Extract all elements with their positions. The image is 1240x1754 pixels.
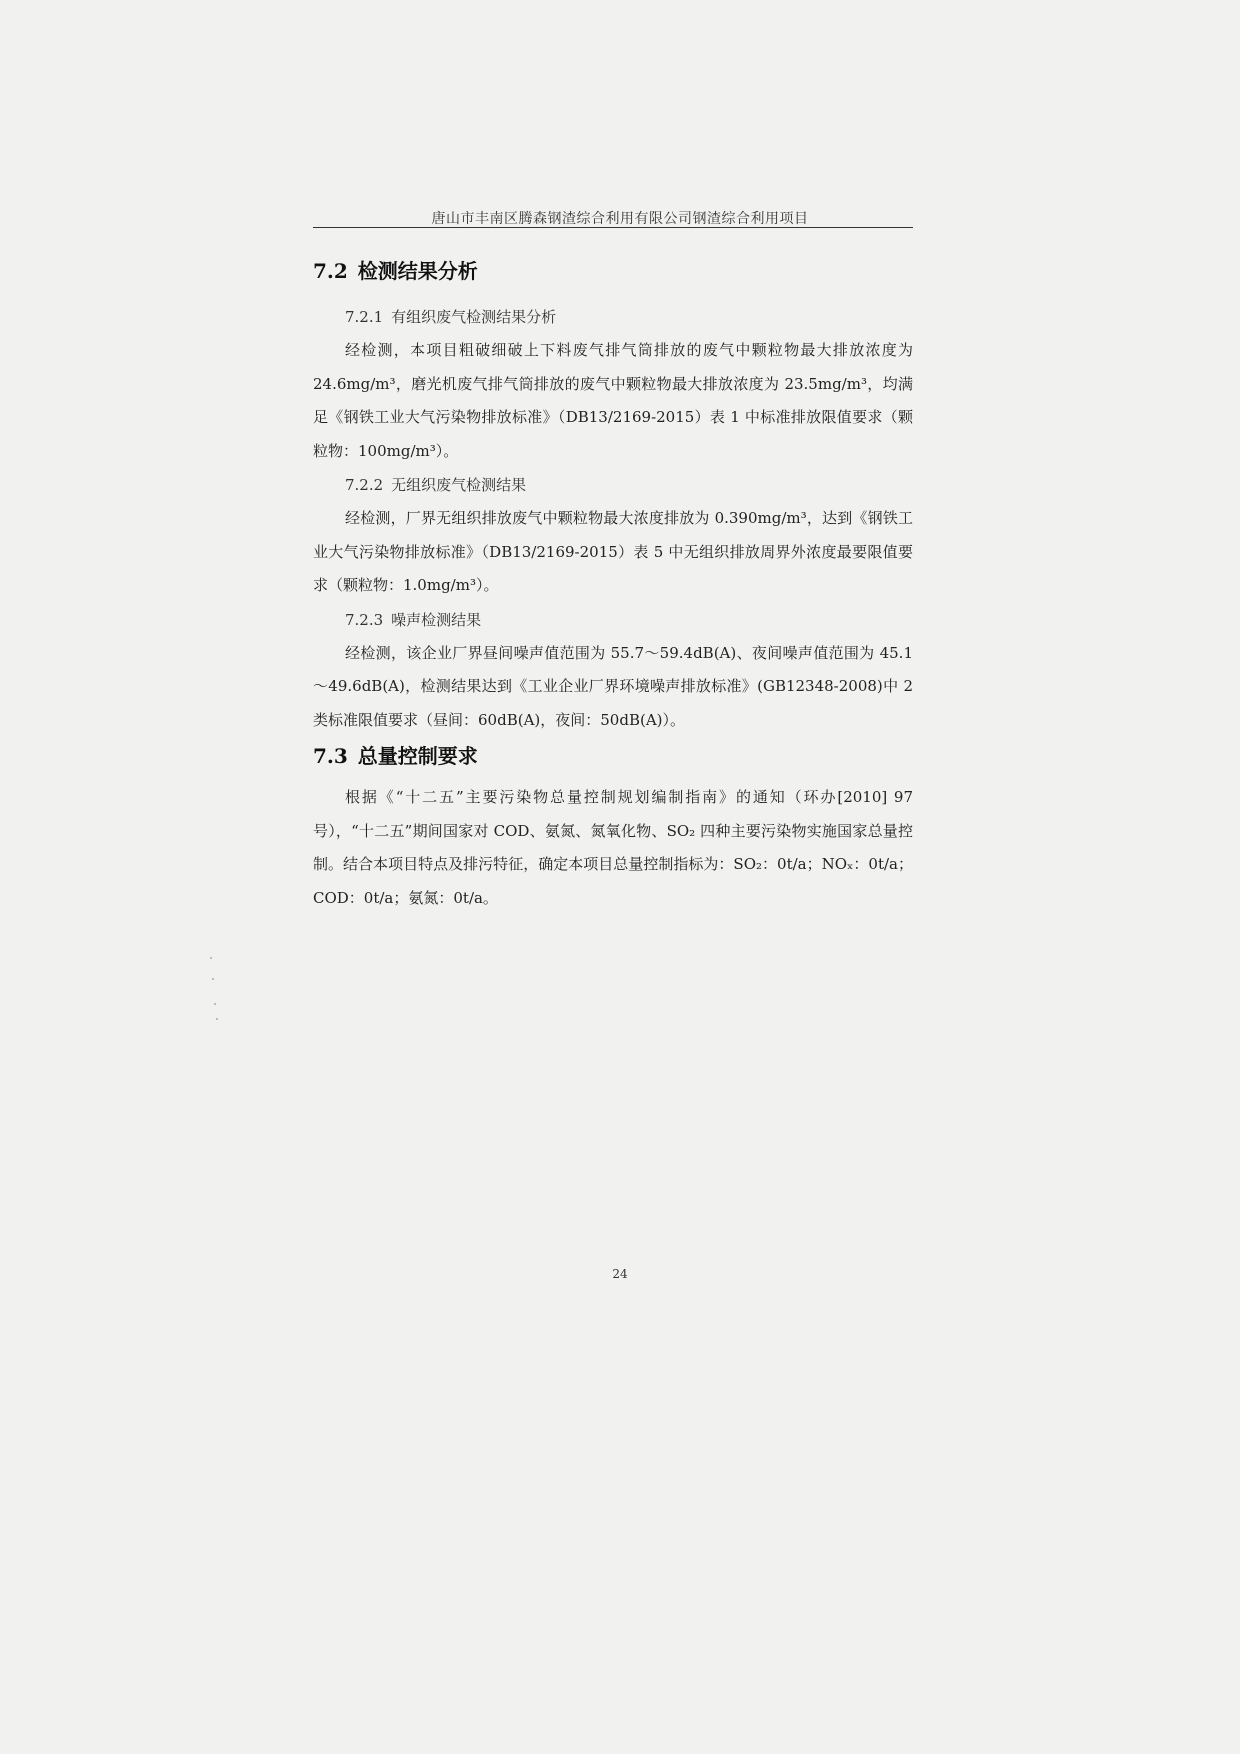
paragraph-fugitive-emissions: 经检测，厂界无组织排放废气中颗粒物最大浓度排放为 0.390mg/m³，达到《钢铁工业大气污染物排放标准》（DB13/2169-2015）表 5 中无组织排放周界外浓度最要限值要求（颗粒物：1.0mg/m³）。 xyxy=(313,509,913,594)
paragraph-total-control: 根据《“十二五”主要污染物总量控制规划编制指南》的通知（环办[2010] 97 号），“十二五”期间国家对 COD、氨氮、氮氧化物、SO₂ 四种主要污染物实施国家总量控制。结合本项目特点及排污特征，确定本项目总量控制指标为：SO₂：0t/a；NOₓ：0t/a；COD：0t/a；氨氮：0t/a。 xyxy=(313,788,913,907)
subsection-number: 7.2.2 xyxy=(345,476,384,494)
section-title: 检测结果分析 xyxy=(357,259,478,283)
header-rule xyxy=(313,227,913,228)
section-heading-7-2 xyxy=(313,256,913,286)
subsection-number: 7.2.1 xyxy=(345,308,384,326)
subsection-title: 噪声检测结果 xyxy=(391,610,482,629)
subsection-heading-7-2-3 xyxy=(313,603,913,637)
scan-speck xyxy=(212,978,214,980)
page-number: 24 xyxy=(612,1267,628,1281)
subsection-heading-7-2-2 xyxy=(313,468,913,502)
section-number: 7.3 xyxy=(313,744,348,768)
paragraph-noise-results: 经检测，该企业厂界昼间噪声值范围为 55.7～59.4dB(A)、夜间噪声值范围为 45.1～49.6dB(A)，检测结果达到《工业企业厂界环境噪声排放标准》(GB12348-2008)中 2 类标准限值要求（昼间：60dB(A)，夜间：50dB(A)）。 xyxy=(313,643,913,729)
scan-speck xyxy=(210,957,212,959)
subsection-heading-7-2-1 xyxy=(313,300,913,334)
scan-speck xyxy=(214,1003,216,1005)
paragraph-organized-emissions: 经检测，本项目粗破细破上下料废气排气筒排放的废气中颗粒物最大排放浓度为 24.6mg/m³，磨光机废气排气筒排放的废气中颗粒物最大排放浓度为 23.5mg/m³，均满足《钢铁工业大气污染物排放标准》（DB13/2169-2015）表 1 中标准排放限值要求（颗粒物：100mg/m³）。 xyxy=(313,341,913,460)
subsection-title: 无组织废气检测结果 xyxy=(391,476,527,494)
subsection-number: 7.2.3 xyxy=(345,610,384,629)
subsection-title: 有组织废气检测结果分析 xyxy=(391,308,557,326)
section-heading-7-3 xyxy=(313,741,913,771)
scan-speck xyxy=(216,1018,218,1020)
page-content xyxy=(313,256,913,915)
section-title: 总量控制要求 xyxy=(357,744,478,768)
section-number: 7.2 xyxy=(313,259,348,283)
running-header: 唐山市丰南区腾森钢渣综合利用有限公司钢渣综合利用项目 xyxy=(431,211,809,227)
